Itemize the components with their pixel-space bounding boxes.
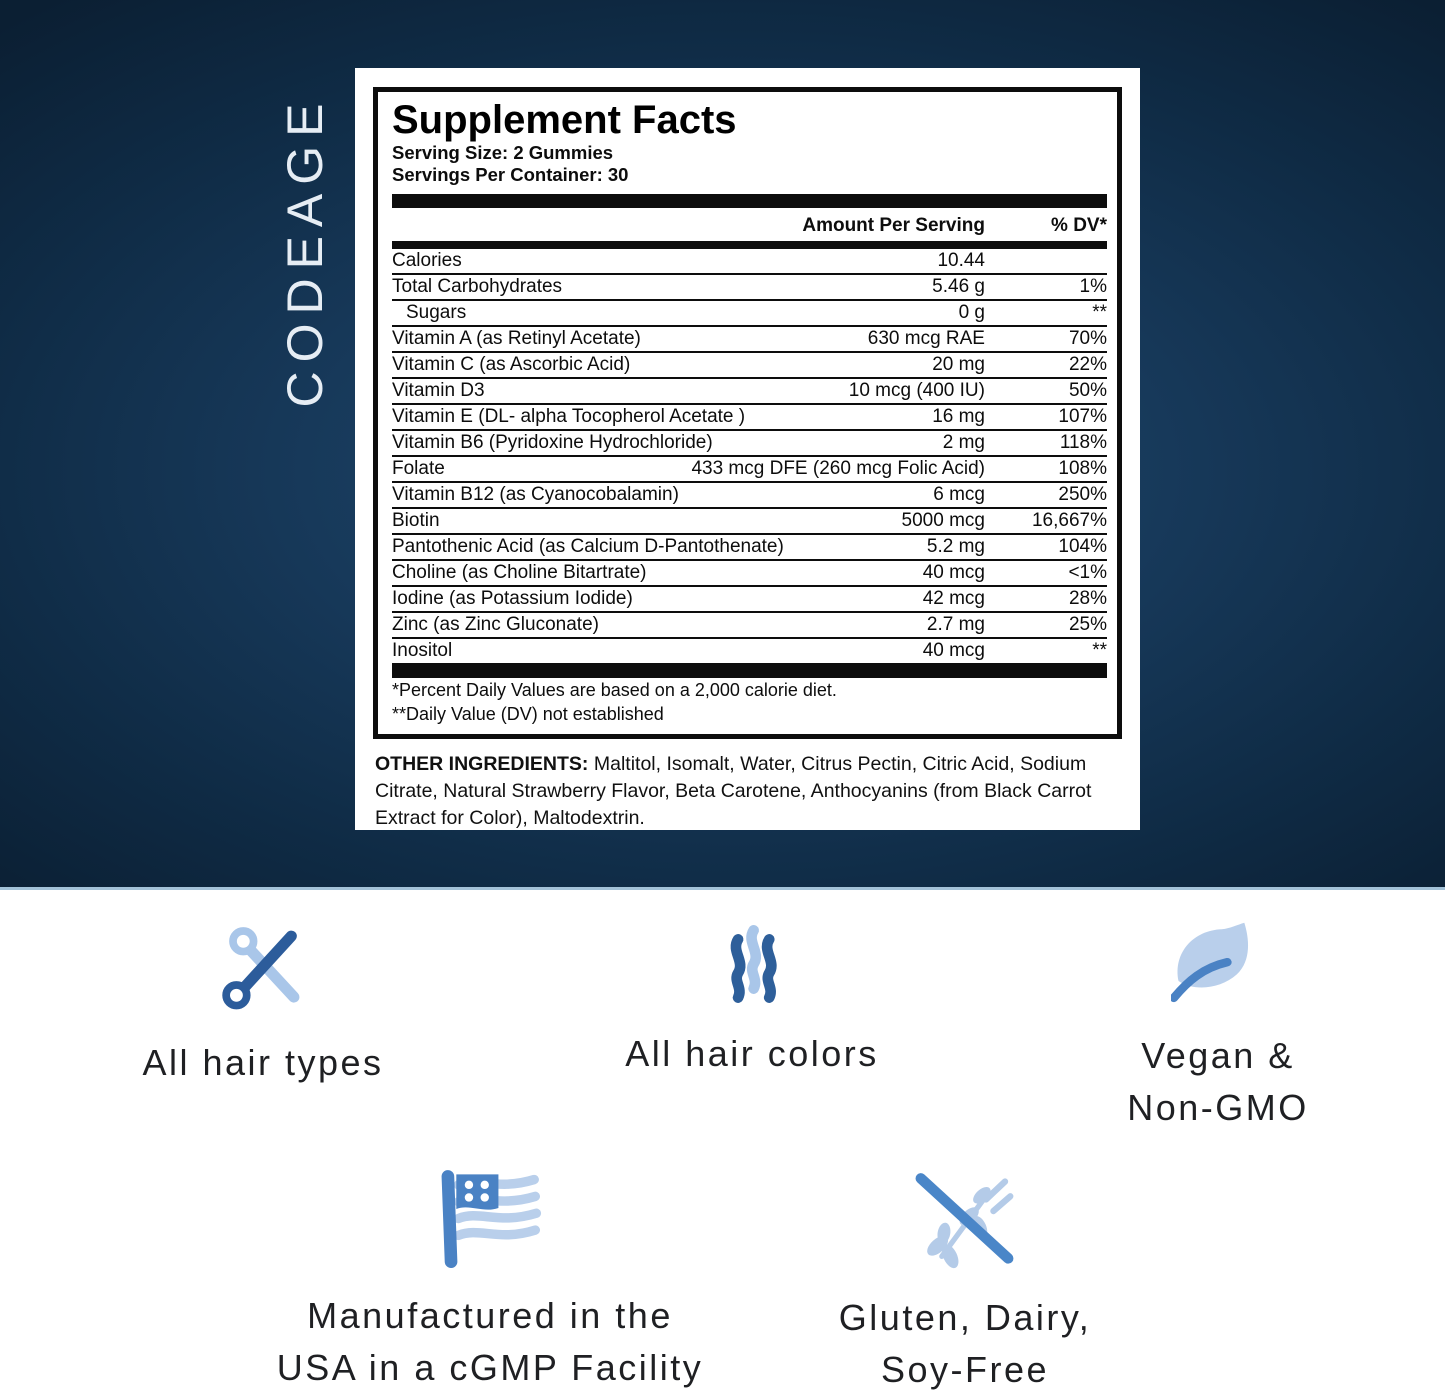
scissors-icon — [220, 925, 306, 1015]
facts-row: Biotin 5000 mcg 16,667% — [392, 509, 1107, 535]
facts-row: Vitamin B6 (Pyridoxine Hydrochloride) 2 mg 118% — [392, 431, 1107, 457]
other-ingredients-text: Maltitol, Isomalt, Water, Citrus Pectin, Citric Acid, Sodium Citrate, Natural Strawberry Flavor, Beta Carotene, Anthocyanins (from Black Carrot Extract for Color), Maltodextrin. — [375, 753, 1092, 829]
divider-bar-bottom — [392, 663, 1107, 678]
facts-row: Choline (as Choline Bitartrate) 40 mcg <1% — [392, 561, 1107, 587]
facts-row: Inositol 40 mcg ** — [392, 640, 1107, 661]
facts-header-row — [392, 208, 1107, 241]
hair-strands-icon — [711, 922, 793, 1006]
facts-row: Vitamin D3 10 mcg (400 IU) 50% — [392, 379, 1107, 405]
feature-made-in-usa — [230, 1168, 750, 1394]
facts-title: Supplement Facts — [392, 98, 737, 142]
feature-gluten-dairy-soy-free — [705, 1170, 1225, 1396]
feature-label: Vegan & Non-GMO — [1127, 1035, 1309, 1128]
divider-bar-top — [392, 194, 1107, 208]
facts-rows — [392, 249, 1107, 663]
feature-label: All hair colors — [625, 1033, 879, 1074]
amount-per-serving-header: Amount Per Serving — [802, 215, 985, 236]
facts-row: Pantothenic Acid (as Calcium D-Pantothenate) 5.2 mg 104% — [392, 535, 1107, 561]
feature-all-hair-colors — [532, 922, 972, 1080]
brand-vertical-logo: CODEAGE — [277, 94, 333, 408]
facts-row: Sugars 0 g ** — [392, 301, 1107, 327]
feature-all-hair-types — [43, 925, 483, 1089]
feature-label: Manufactured in the USA in a cGMP Facility — [276, 1295, 704, 1388]
facts-row: Vitamin C (as Ascorbic Acid) 20 mg 22% — [392, 353, 1107, 379]
footnote-not-established: **Daily Value (DV) not established — [392, 704, 664, 724]
facts-row: Total Carbohydrates 5.46 g 1% — [392, 275, 1107, 301]
supplement-facts-panel — [355, 68, 1140, 830]
serving-size: Serving Size: 2 Gummies — [392, 142, 614, 163]
usa-flag-icon — [436, 1168, 544, 1268]
feature-vegan-non-gmo — [998, 922, 1438, 1134]
feature-label: Gluten, Dairy, Soy-Free — [838, 1297, 1092, 1390]
facts-row: Calories 10.44 — [392, 249, 1107, 275]
facts-row: Vitamin A (as Retinyl Acetate) 630 mcg RAE 70% — [392, 327, 1107, 353]
divider-bar-header — [392, 241, 1107, 249]
features-section — [0, 890, 1445, 1397]
footnote-daily-values: *Percent Daily Values are based on a 2,000 calorie diet. — [392, 680, 837, 700]
leaf-icon — [1171, 922, 1265, 1008]
no-gluten-icon — [909, 1170, 1021, 1270]
servings-per-container: Servings Per Container: 30 — [392, 164, 629, 185]
facts-box — [373, 87, 1122, 739]
feature-label: All hair types — [142, 1042, 384, 1083]
facts-row: Vitamin B12 (as Cyanocobalamin) 6 mcg 250% — [392, 483, 1107, 509]
facts-row: Iodine (as Potassium Iodide) 42 mcg 28% — [392, 587, 1107, 613]
percent-dv-header: % DV* — [1051, 215, 1107, 236]
facts-row: Vitamin E (DL- alpha Tocopherol Acetate ) 16 mg 107% — [392, 405, 1107, 431]
facts-row: Folate 433 mcg DFE (260 mcg Folic Acid) 108% — [392, 457, 1107, 483]
facts-row: Zinc (as Zinc Gluconate) 2.7 mg 25% — [392, 613, 1107, 639]
other-ingredients — [375, 751, 1122, 832]
other-ingredients-label: OTHER INGREDIENTS: — [375, 753, 589, 775]
